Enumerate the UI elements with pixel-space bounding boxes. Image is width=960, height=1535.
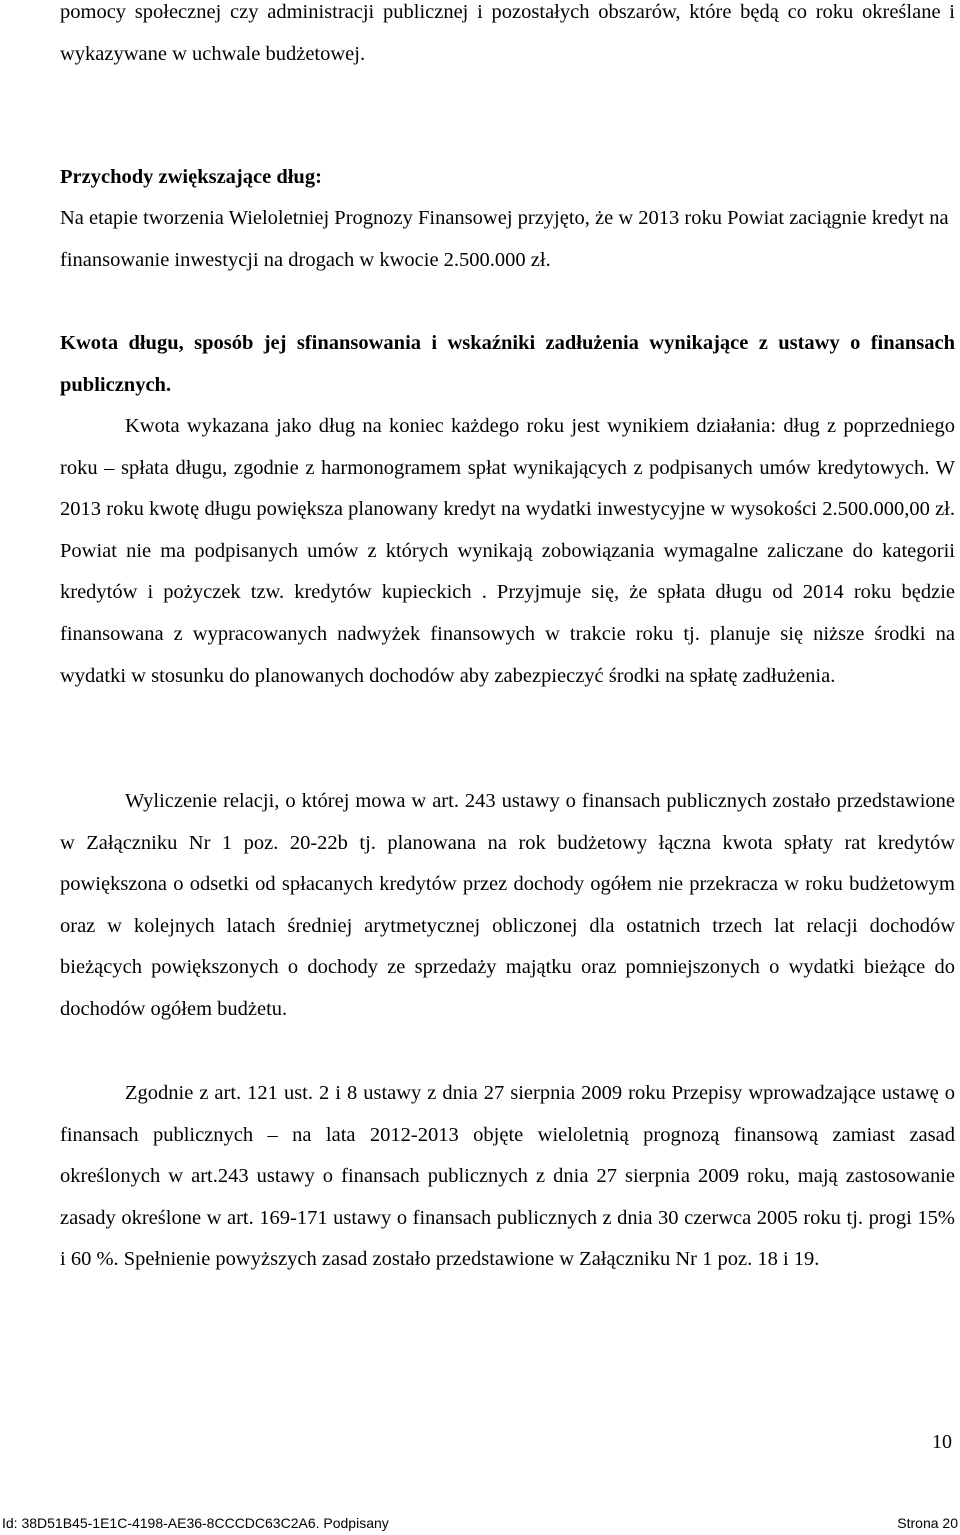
paragraph-intro: pomocy społecznej czy administracji publicznej i pozostałych obszarów, które będą co roku określane i wykazywane w uchwale budżetowej.: [60, 1, 955, 65]
footer-document-id: Id: 38D51B45-1E1C-4198-AE36-8CCCDC63C2A6. Podpisany: [2, 1515, 389, 1531]
footer-page-label: Strona 20: [897, 1515, 958, 1531]
heading-revenue: Przychody zwiększające dług:: [60, 166, 322, 188]
paragraph-relation: Wyliczenie relacji, o której mowa w art. 243 ustawy o finansach publicznych zostało przedstawione w Załączniku Nr 1 poz. 20-22b tj. planowana na rok budżetowy łączna kwota spłaty rat kredytów powiększona o odsetki od spłacanych kredytów przez dochody ogółem nie przekracza w roku budżetowym oraz w kolejnych latach średniej arytmetycznej obliczonej dla ostatnich trzech lat relacji dochodów bieżących powiększonych o dochody ze sprzedaży majątku oraz pomniejszonych o wydatki bieżące do dochodów ogółem budżetu.: [60, 790, 955, 1020]
page-number: 10: [932, 1431, 952, 1453]
paragraph-revenue: Na etapie tworzenia Wieloletniej Prognozy Finansowej przyjęto, że w 2013 roku Powiat zaciągnie kredyt na finansowanie inwestycji na drogach w kwocie 2.500.000 zł.: [60, 207, 949, 271]
heading-debt: Kwota długu, sposób jej sfinansowania i wskaźniki zadłużenia wynikające z ustawy o finansach publicznych.: [60, 332, 955, 396]
paragraph-debt: Kwota wykazana jako dług na koniec każdego roku jest wynikiem działania: dług z poprzedniego roku – spłata długu, zgodnie z harmonogramem spłat wynikających z podpisanych umów kredytowych. W 2013 roku kwotę długu powiększa planowany kredyt na wydatki inwestycyjne w wysokości 2.500.000,00 zł. Powiat nie ma podpisanych umów z których wynikają zobowiązania wymagalne zaliczane do kategorii kredytów i pożyczek tzw. kredytów kupieckich . Przyjmuje się, że spłata długu od 2014 roku będzie finansowana z wypracowanych nadwyżek finansowych w trakcie roku tj. planuje się niższe środki na wydatki w stosunku do planowanych dochodów aby zabezpieczyć środki na spłatę zadłużenia.: [60, 415, 955, 687]
paragraph-law: Zgodnie z art. 121 ust. 2 i 8 ustawy z dnia 27 sierpnia 2009 roku Przepisy wprowadzające ustawę o finansach publicznych – na lata 2012-2013 objęte wieloletnią prognozą finansową zamiast zasad określonych w art.243 ustawy o finansach publicznych z dnia 27 sierpnia 2009 roku, mają zastosowanie zasady określone w art. 169-171 ustawy o finansach publicznych z dnia 30 czerwca 2005 roku tj. progi 15% i 60 %. Spełnienie powyższych zasad zostało przedstawione w Załączniku Nr 1 poz. 18 i 19.: [60, 1082, 955, 1271]
